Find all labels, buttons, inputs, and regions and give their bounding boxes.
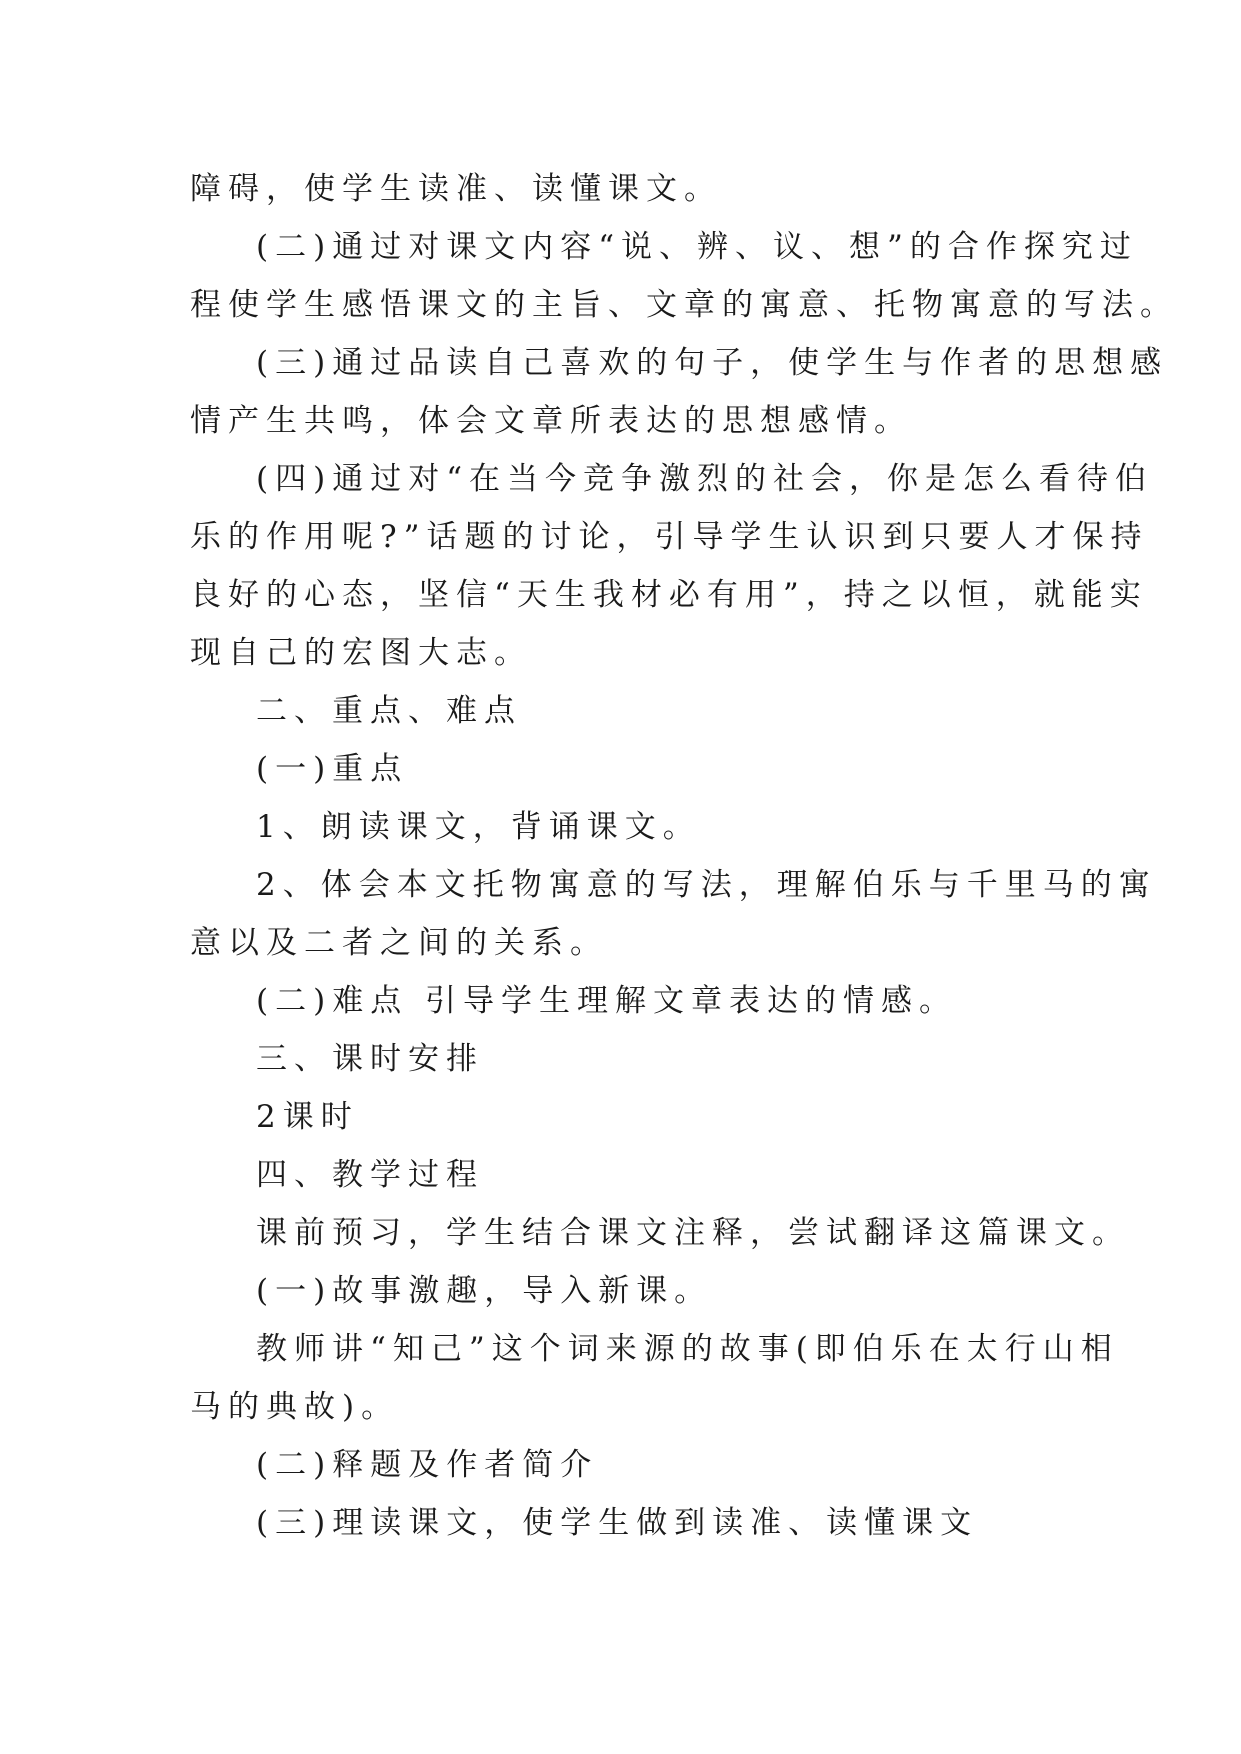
text-line: 良好的心态，坚信“天生我材必有用”，持之以恒，就能实 <box>190 577 1148 613</box>
list-item: 1、朗读课文，背诵课文。 <box>256 809 701 845</box>
text-line: (二)通过对课文内容“说、辨、议、想”的合作探究过 <box>256 229 1138 265</box>
subsection-heading: (三)理读课文，使学生做到读准、读懂课文 <box>256 1505 979 1541</box>
subsection-heading: (二)释题及作者简介 <box>256 1447 599 1483</box>
text-line: 乐的作用呢?”话题的讨论，引导学生认识到只要人才保持 <box>190 519 1149 555</box>
text-line: 马的典故)。 <box>190 1389 400 1425</box>
text-line: 教师讲“知己”这个词来源的故事(即伯乐在太行山相 <box>256 1331 1119 1367</box>
text-line: 2课时 <box>256 1099 359 1135</box>
text-line: 现自己的宏图大志。 <box>190 635 532 671</box>
text-line: (三)通过品读自己喜欢的句子，使学生与作者的思想感 <box>256 345 1169 381</box>
text-line: 程使学生感悟课文的主旨、文章的寓意、托物寓意的写法。 <box>190 287 1178 323</box>
subsection-heading: (一)重点 <box>256 751 409 787</box>
list-item: 2、体会本文托物寓意的写法，理解伯乐与千里马的寓 <box>256 867 1157 903</box>
document-body <box>190 160 1178 1552</box>
text-line: 课前预习，学生结合课文注释，尝试翻译这篇课文。 <box>256 1215 1130 1251</box>
text-line: 意以及二者之间的关系。 <box>190 925 608 961</box>
subsection-heading: (一)故事激趣，导入新课。 <box>256 1273 713 1309</box>
section-heading: 四、教学过程 <box>256 1157 484 1193</box>
text-line: 障碍，使学生读准、读懂课文。 <box>190 171 722 207</box>
section-heading: 二、重点、难点 <box>256 693 522 729</box>
text-line: 情产生共鸣，体会文章所表达的思想感情。 <box>190 403 912 439</box>
section-heading: 三、课时安排 <box>256 1041 484 1077</box>
text-line: (四)通过对“在当今竞争激烈的社会，你是怎么看待伯 <box>256 461 1154 497</box>
subsection-heading: (二)难点 引导学生理解文章表达的情感。 <box>256 983 958 1019</box>
